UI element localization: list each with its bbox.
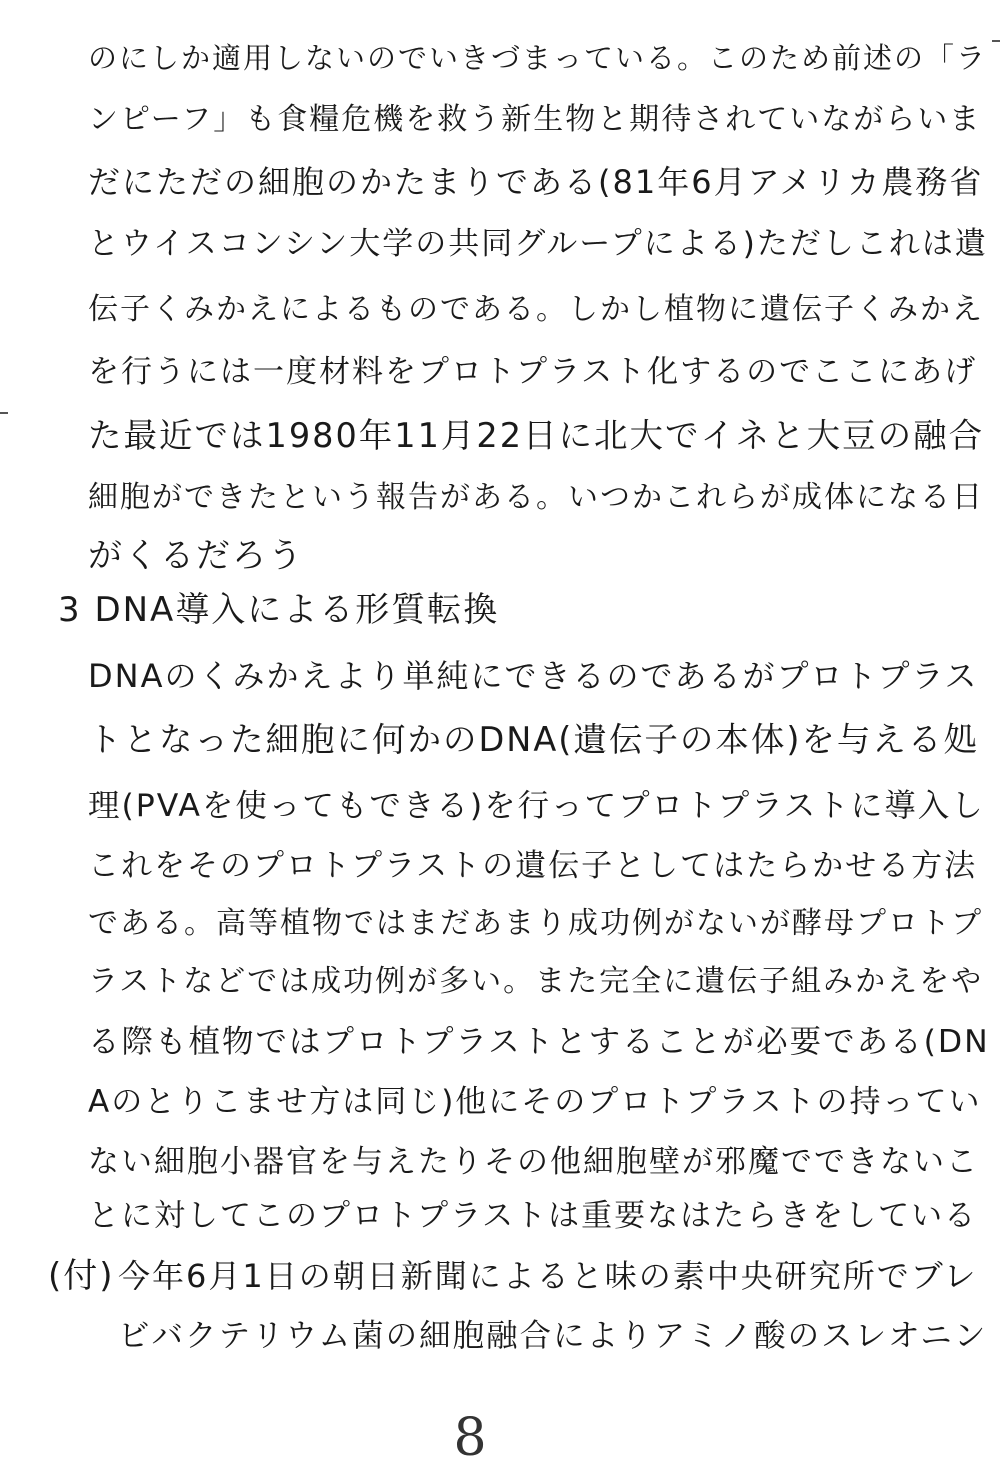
text-line: Aのとりこませ方は同じ)他にそのプロトプラストの持ってい [88, 1084, 982, 1120]
text-line: ない細胞小器官を与えたりその他細胞壁が邪魔でできないこ [88, 1144, 979, 1180]
text-line: 伝子くみかえによるものである。しかし植物に遺伝子くみかえ [88, 292, 984, 327]
section-heading: 3 DNA導入による形質転換 [58, 590, 500, 630]
text-line: がくるだろう [88, 536, 304, 576]
note-line: ビバクテリウム菌の細胞融合によりアミノ酸のスレオニン [118, 1318, 988, 1354]
text-line: る際も植物ではプロトプラストとすることが必要である(DN [88, 1024, 990, 1060]
note-marker: (付) [48, 1256, 115, 1296]
right-margin-mark [992, 40, 1000, 42]
left-margin-mark [0, 412, 8, 414]
text-line: トとなった細胞に何かのDNA(遺伝子の本体)を与える処 [88, 720, 979, 759]
text-line: とウイスコンシン大学の共同グループによる)ただしこれは遺 [88, 226, 988, 262]
text-line: である。高等植物ではまだあまり成功例がないが酵母プロトプ [88, 906, 984, 941]
text-line: とに対してこのプロトプラストは重要なはたらきをしている [88, 1198, 978, 1234]
text-line: だにただの細胞のかたまりである(81年6月アメリカ農務省 [88, 163, 984, 201]
page-number: 8 [453, 1408, 487, 1468]
text-line: を行うには一度材料をプロトプラスト化するのでここにあげ [88, 354, 978, 390]
text-line: ンピーフ」も食糧危機を救う新生物と期待されていながらいま [88, 102, 982, 137]
note-line: 今年6月1日の朝日新聞によると味の素中央研究所でブレ [118, 1257, 978, 1295]
text-line: た最近では1980年11月22日に北大でイネと大豆の融合 [88, 416, 985, 455]
text-line: 細胞ができたという報告がある。いつかこれらが成体になる日 [88, 480, 984, 515]
text-line: のにしか適用しないのでいきづまっている。このため前述の「ラ [88, 41, 988, 75]
text-line: DNAのくみかえより単純にできるのであるがプロトプラス [88, 657, 979, 695]
text-line: ラストなどでは成功例が多い。また完全に遺伝子組みかえをや [88, 964, 984, 999]
text-line: これをそのプロトプラストの遺伝子としてはたらかせる方法 [88, 848, 978, 884]
text-line: 理(PVAを使ってもできる)を行ってプロトプラストに導入し [88, 788, 985, 824]
